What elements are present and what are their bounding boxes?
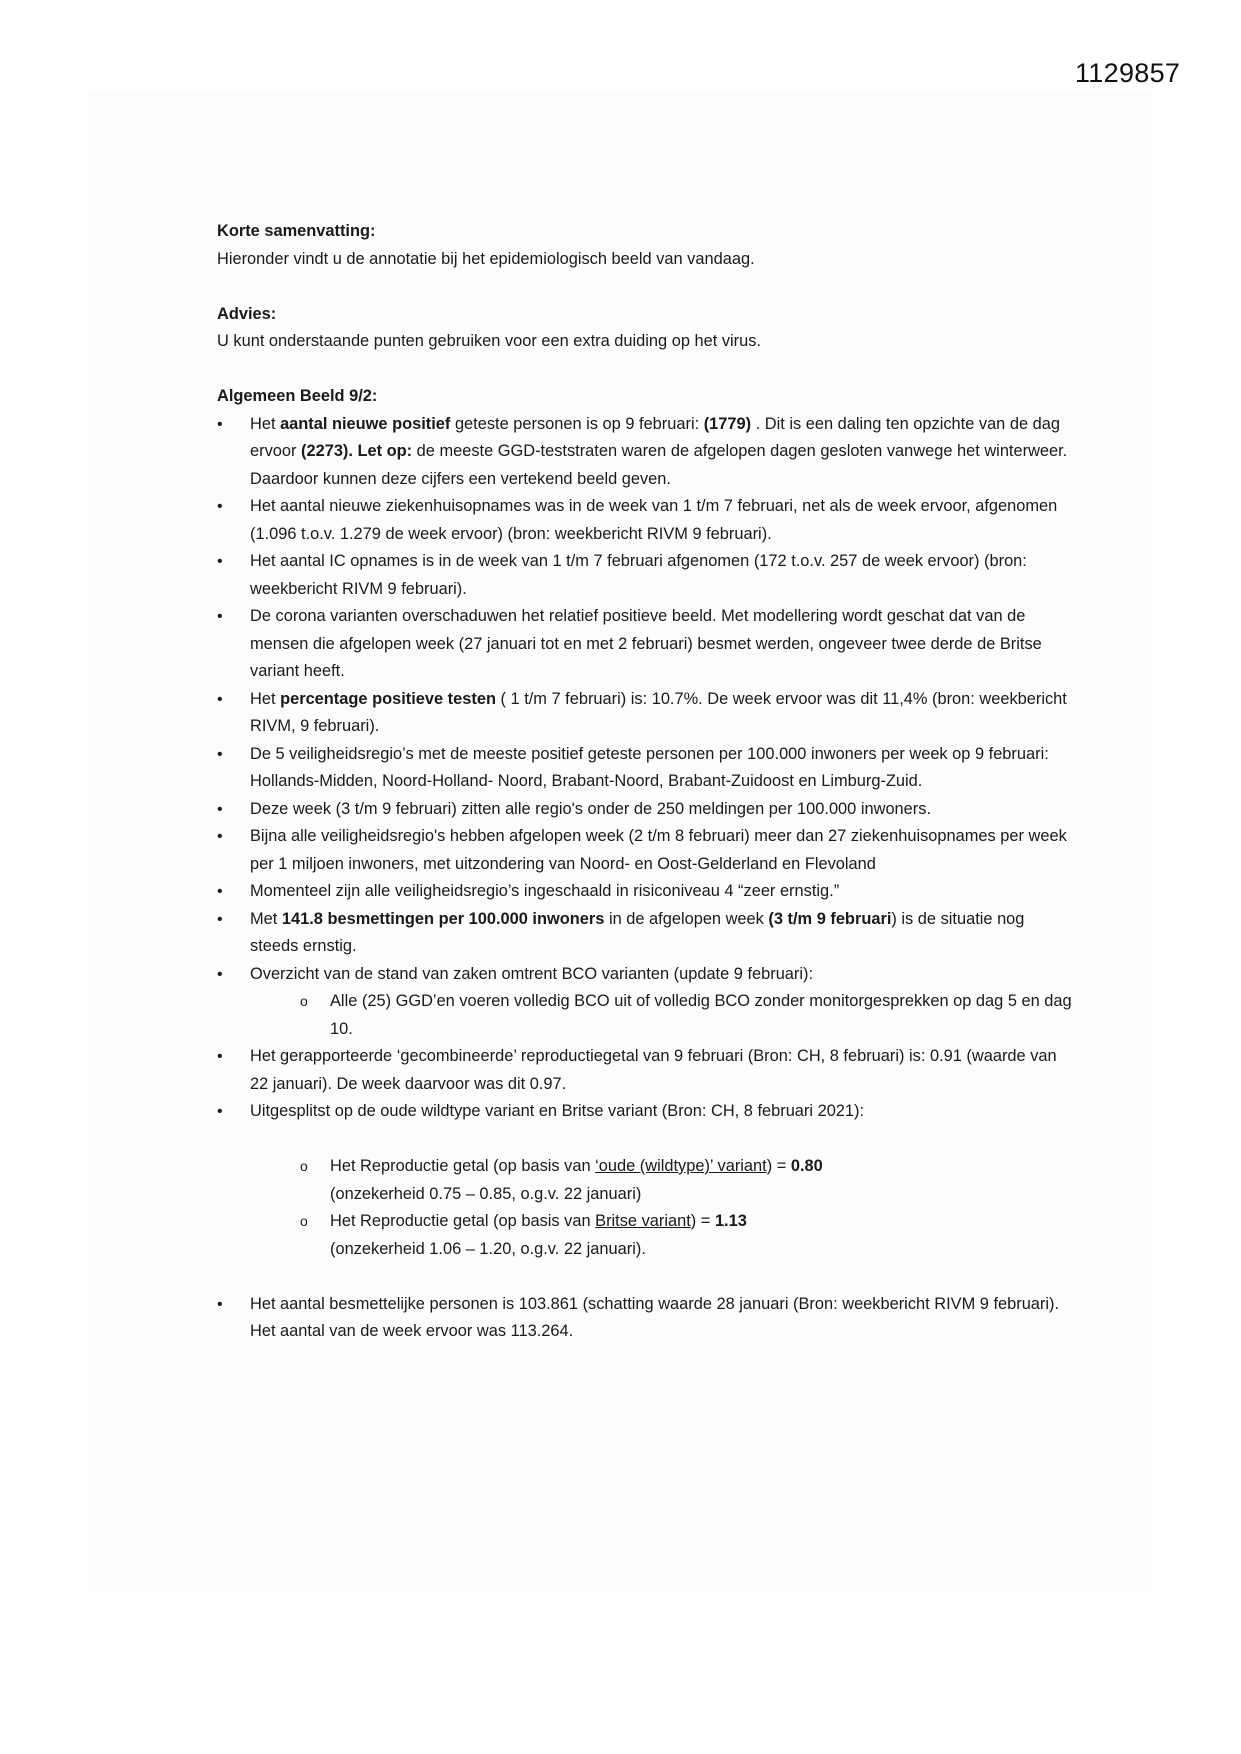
emphasis: 0.80 [790,1157,823,1175]
bullet-new-positive-tests [217,411,1077,494]
emphasis: 1.13 [714,1212,747,1230]
text: Overzicht van de stand van zaken omtrent BCO varianten (update 9 februari): [250,964,814,983]
sub-bullet-ggd-bco: o Alle (25) GGD’en voeren volledig BCO uit of volledig BCO zonder monitorgesprekken op dag 5 en dag 10. [250,988,1077,1043]
bullet-infections-per-100k [217,906,1077,961]
bullet-combined-r: • Het gerapporteerde ‘gecombineerde’ reproductiegetal van 9 februari (Bron: CH, 8 februari) is: 0.91 (waarde van 22 januari). De week daarvoor was dit 0.97. [217,1043,1077,1098]
text: geteste personen is op 9 februari: [450,414,704,433]
bullet-regions-under-250: • Deze week (3 t/m 9 februari) zitten alle regio's onder de 250 meldingen per 100.000 inwoners. [217,796,1077,824]
text: Het [250,689,281,708]
text: Uitgesplitst op de oude wildtype variant en Britse variant (Bron: CH, 8 februari 2021): [250,1102,865,1120]
bullet-positive-test-percentage [217,686,1077,741]
bullet-risk-level: • Momenteel zijn alle veiligheidsregio’s ingeschaald in risiconiveau 4 “zeer ernstig.” [217,878,1077,906]
text: (onzekerheid 1.06 – 1.20, o.g.v. 22 januari). [330,1239,646,1258]
text: de meeste GGD-teststraten waren de afgelopen dagen gesloten vanwege het winterweer. Daardoor kunnen deze cijfers een vertekend beeld geven. [250,442,1068,488]
text: ) = [690,1212,715,1230]
emphasis: (1779) [703,414,752,433]
text: ) = [766,1157,791,1175]
bullet-ic-admissions: • Het aantal IC opnames is in de week van 1 t/m 7 februari afgenomen (172 t.o.v. 257 de week ervoor) (bron: weekbericht RIVM 9 februari). [217,548,1077,603]
text: . Dit is een daling ten opzichte van de dag ervoor [250,414,1060,460]
bullet-hospital-admissions: • Het aantal nieuwe ziekenhuisopnames was in de week van 1 t/m 7 februari, net als de week ervoor, afgenomen (1.096 t.o.v. 1.279 de week ervoor) (bron: weekbericht RIVM 9 februari). [217,493,1077,548]
underlined-text: Britse variant [595,1212,691,1230]
text: Het Reproductie getal (op basis van [330,1212,596,1230]
bullet-top-5-regions: • De 5 veiligheidsregio’s met de meeste positief geteste personen per 100.000 inwoners per week op 9 februari: Hollands-Midden, Noord-Holland- Noord, Brabant-Noord, Brabant-Zuidoost en Limburg-Zuid. [217,741,1077,796]
summary-heading: Korte samenvatting: [217,222,376,240]
text: ( 1 t/m 7 februari) is: 10.7%. De week ervoor was dit 11,4% (bron: weekbericht RIVM, 9 februari). [250,689,1067,735]
emphasis: 141.8 besmettingen per 100.000 inwoners [281,909,605,928]
bullet-regions-hospital-27: • Bijna alle veiligheidsregio's hebben afgelopen week (2 t/m 8 februari) meer dan 27 ziekenhuisopnames per week per 1 miljoen inwoners, met uitzondering van Noord- en Oost-Gelderland en Flevoland [217,823,1077,878]
bco-sublist [250,988,1077,1043]
document-body [217,218,1077,1346]
text: Met [250,909,282,928]
advice-text: U kunt onderstaande punten gebruiken voor een extra duiding op het virus. [217,332,761,350]
emphasis: percentage positieve testen [280,689,496,708]
emphasis: (3 t/m 9 februari [768,909,892,928]
advice-heading: Advies: [217,304,277,323]
sub-bullet-r-wildtype [250,1153,1077,1208]
bullet-variants: • De corona varianten overschaduwen het relatief positieve beeld. Met modellering wordt geschat dat van de mensen die afgelopen week (27 januari tot en met 2 februari) besmet werden, ongeveer twee derde de Britse variant heeft. [217,603,1077,686]
text: ) is de situatie nog steeds ernstig. [250,909,1025,955]
text: in de afgelopen week [604,909,769,928]
emphasis: aantal nieuwe positief [280,414,451,433]
emphasis: (2273). Let op: [301,442,413,460]
text: Het Reproductie getal (op basis van [330,1157,596,1175]
r-split-sublist [250,1153,1077,1263]
bullet-infectious-persons: • Het aantal besmettelijke personen is 103.861 (schatting waarde 28 januari (Bron: weekbericht RIVM 9 februari). Het aantal van de week ervoor was 113.264. [217,1291,1077,1346]
general-picture-heading: Algemeen Beeld 9/2: [217,387,378,405]
text: (onzekerheid 0.75 – 0.85, o.g.v. 22 januari) [330,1184,642,1203]
document-id: 1129857 [1075,58,1181,88]
text: Het [250,414,281,433]
sub-bullet-r-british [250,1208,1077,1263]
underlined-text: ‘oude (wildtype)’ variant [595,1157,767,1175]
bullet-r-split [217,1098,1077,1291]
summary-text: Hieronder vindt u de annotatie bij het epidemiologisch beeld van vandaag. [217,249,755,268]
bullet-bco-overview [217,961,1077,1044]
general-picture-list [217,411,1077,1346]
